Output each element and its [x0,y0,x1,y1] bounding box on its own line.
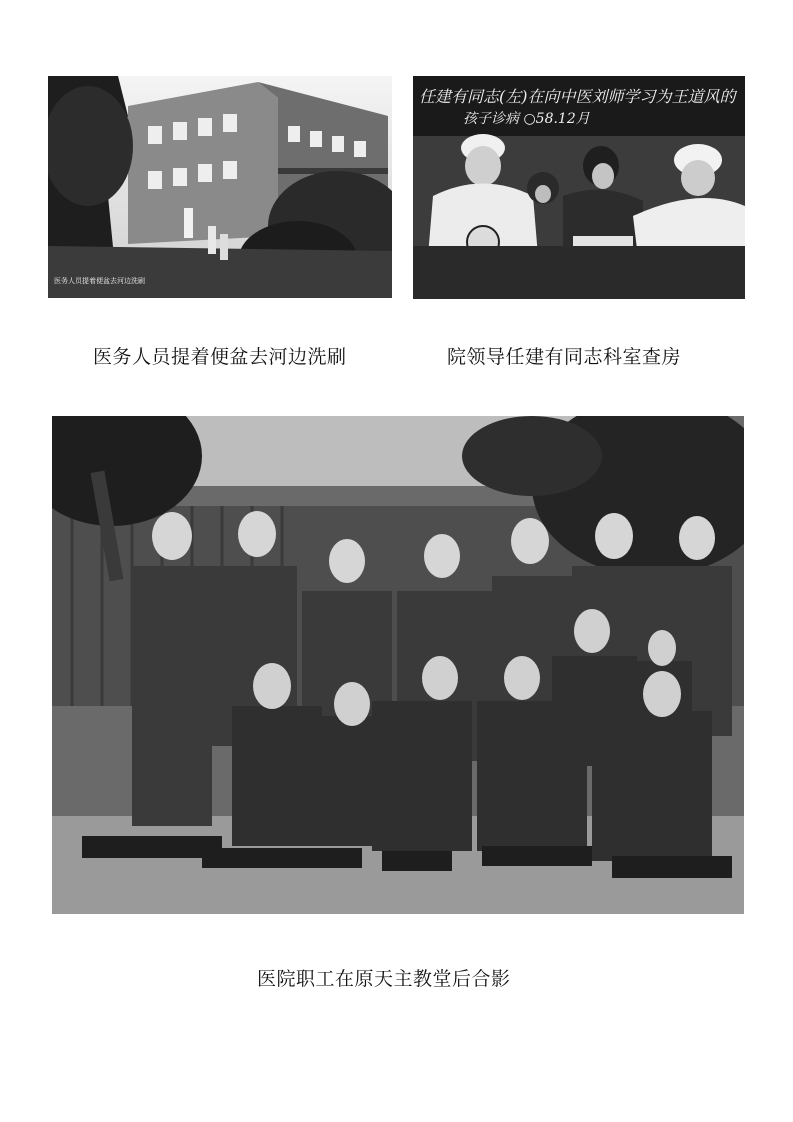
photo1-embedded-caption: 医务人员提着便盆去河边洗刷 [54,277,145,285]
photo2-handwriting-line2: 孩子诊病 ○58.12月 [463,111,590,127]
building-photo-image [48,76,392,298]
group-photo-image [52,416,744,914]
photo-staff-group [52,416,744,914]
photo2-handwriting-line1: 任建有同志(左)在向中医刘师学习为王道风的 [419,87,736,106]
photo-hospital-building [48,76,392,298]
photo1-caption: 医务人员提着便盆去河边洗刷 [93,346,347,368]
photo3-caption: 医院职工在原天主教堂后合影 [257,968,511,990]
photo2-caption: 院领导任建有同志科室查房 [447,346,682,368]
photo-consultation [413,76,745,299]
